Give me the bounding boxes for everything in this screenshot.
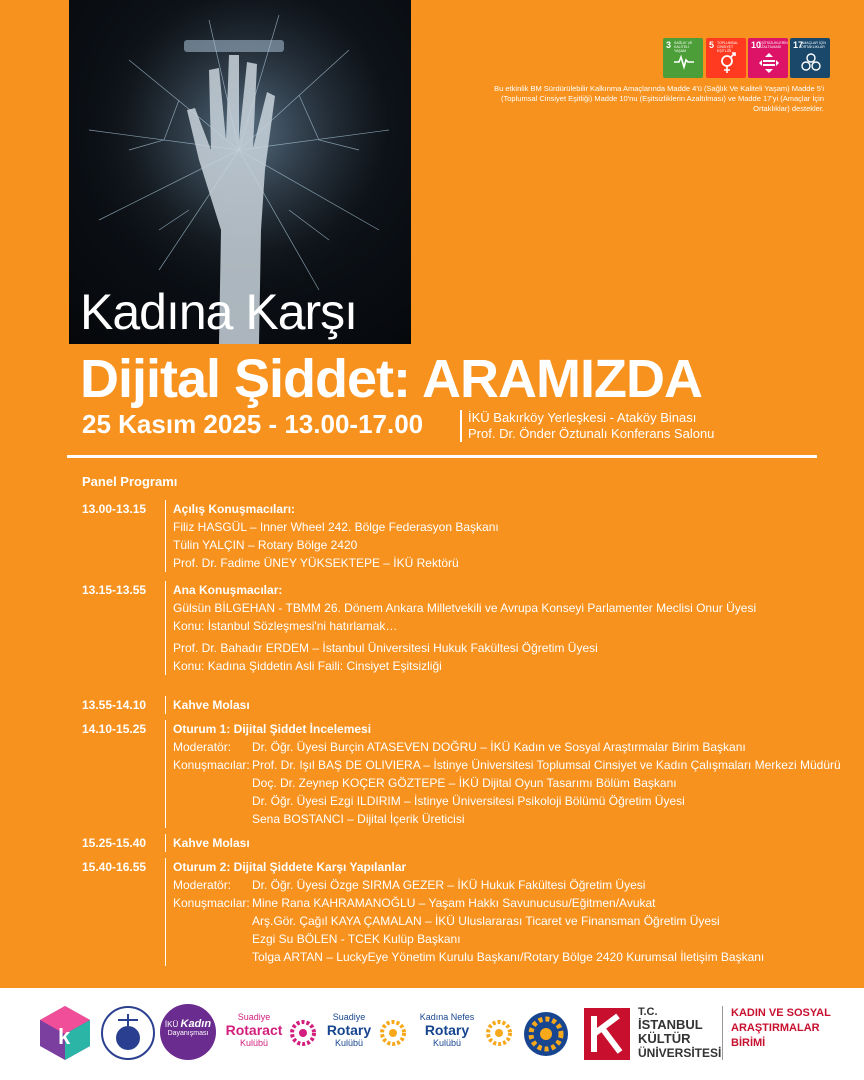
- iku-university-name: [638, 1006, 721, 1060]
- session-time: 13.00-13.15: [82, 502, 147, 516]
- moderator-label: Moderatör:: [173, 878, 232, 892]
- session-time: 14.10-15.25: [82, 722, 147, 736]
- kadin-dayanismasi-logo: [160, 1004, 216, 1060]
- speaker-line: Tülin YALÇIN – Rotary Bölge 2420: [173, 538, 358, 552]
- rotary-wheel-icon: [380, 1020, 406, 1046]
- logo-text: Suadiye: [237, 1012, 271, 1022]
- speaker-line: Dr. Öğr. Üyesi Ezgi ILDIRIM – İstinye Üniversitesi Psikoloji Bölümü Öğretim Üyesi: [252, 794, 685, 808]
- reduced-inequality-icon: [758, 52, 780, 74]
- session-heading: Kahve Molası: [173, 698, 250, 712]
- logo-text: Kulübü: [239, 1038, 269, 1048]
- speaker-line: Doç. Dr. Zeynep KOÇER GÖZTEPE – İKÜ Dijital Oyun Tasarımı Bölüm Başkanı: [252, 776, 677, 790]
- divider: [67, 455, 817, 458]
- heartbeat-icon: [673, 52, 695, 72]
- iku-cube-logo: [36, 1004, 94, 1062]
- sdg-support-note: Bu etkinlik BM Sürdürülebilir Kalkınma Amaçlarında Madde 4'ü (Sağlık Ve Kaliteli Yaşam) Madde 5'i (Toplumsal Cinsiyet Eşitliği) Madde 10'nu (Eşitsizliklerin Azaltılması) ve Madde 17'yi (Amaçlar İçin Ortaklıklar) destekler.: [494, 84, 824, 113]
- logo-text: KÜLTÜR: [638, 1031, 691, 1046]
- logo-text: Rotary: [424, 1022, 470, 1038]
- logo-text: Kulübü: [334, 1038, 364, 1048]
- speaker-line: Ezgi Su BÖLEN - TCEK Kulüp Başkanı: [252, 932, 461, 946]
- session-time: 15.25-15.40: [82, 836, 147, 850]
- program-title: Panel Programı: [82, 474, 178, 489]
- moderator-label: Moderatör:: [173, 740, 232, 754]
- sdg-badge-3: 3 SAĞLIK VE KALİTELİ YAŞAM: [663, 38, 703, 78]
- logo-text: Rotary: [326, 1022, 372, 1038]
- speaker-line: Tolga ARTAN – LuckyEye Yönetim Kurulu Başkanı/Rotary Bölge 2420 Kurumsal İletişim Başkanı: [252, 950, 765, 964]
- speakers-label: Konuşmacılar:: [173, 896, 250, 910]
- partnership-icon: [800, 52, 822, 74]
- session-body: [165, 858, 764, 966]
- inner-wheel-logo: [522, 1010, 570, 1058]
- logo-text: Kulübü: [432, 1038, 462, 1048]
- logo-text: İSTANBUL: [638, 1017, 703, 1032]
- speaker-line: Prof. Dr. Bahadır ERDEM – İstanbul Üniversitesi Hukuk Fakültesi Öğretim Üyesi: [173, 641, 598, 655]
- session-body: [165, 500, 499, 572]
- session-heading: Oturum 2: Dijital Şiddete Karşı Yapılanlar: [173, 860, 407, 874]
- speaker-line: Prof. Dr. Fadime ÜNEY YÜKSEKTEPE – İKÜ Rektörü: [173, 556, 459, 570]
- speaker-line: Sena BOSTANCI – Dijital İçerik Üreticisi: [252, 812, 465, 826]
- logo-text: Dayanışması: [167, 1030, 209, 1037]
- session-time: 13.15-13.55: [82, 583, 147, 597]
- speakers-label: Konuşmacılar:: [173, 758, 250, 772]
- session-body: [165, 696, 250, 714]
- speaker-line: Mine Rana KAHRAMANOĞLU – Yaşam Hakkı Savunucusu/Eğitmen/Avukat: [252, 896, 656, 910]
- sdg-badge-5: 5 TOPLUMSAL CİNSİYET EŞİTLİĞİ: [706, 38, 746, 78]
- moderator-name: Dr. Öğr. Üyesi Özge SIRMA GEZER – İKÜ Hukuk Fakültesi Öğretim Üyesi: [252, 878, 646, 892]
- event-title-line1: Kadına Karşı: [80, 284, 358, 340]
- session-heading: Oturum 1: Dijital Şiddet İncelemesi: [173, 722, 372, 736]
- logo-text: T.C.: [638, 1006, 658, 1018]
- session-body: [165, 581, 756, 675]
- session-body: [165, 834, 250, 852]
- venue-line1: İKÜ Bakırköy Yerleşkesi - Ataköy Binası: [468, 410, 697, 425]
- speaker-line: Gülsün BİLGEHAN - TBMM 26. Dönem Ankara Milletvekili ve Avrupa Konseyi Parlamenter Meclisi Onur Üyesi: [173, 601, 757, 615]
- event-date-time: 25 Kasım 2025 - 13.00-17.00: [82, 409, 424, 439]
- session-time: 13.55-14.10: [82, 698, 147, 712]
- session-time: 15.40-16.55: [82, 860, 147, 874]
- session-heading: Açılış Konuşmacıları:: [173, 502, 296, 516]
- logo-text: ARAŞTIRMALAR: [731, 1022, 820, 1034]
- sponsor-logo-strip: [0, 988, 864, 1080]
- logo-text: İKÜ: [164, 1020, 179, 1029]
- speaker-line: Filiz HASGÜL – Inner Wheel 242. Bölge Federasyon Başkanı: [173, 520, 499, 534]
- logo-text: Kadın: [180, 1018, 212, 1030]
- speaker-line: Prof. Dr. Işıl BAŞ DE OLIVIERA – İstinye Üniversitesi Toplumsal Cinsiyet ve Kadın Çalışmaları Merkezi Müdürü: [252, 758, 841, 772]
- suadiye-rotaract-logo: [218, 1012, 290, 1048]
- session-heading: Ana Konuşmacılar:: [173, 583, 283, 597]
- sdg-badge-10: 10 EŞİTSİZLİKLERİN AZALTILMASI: [748, 38, 788, 78]
- logo-text: BİRİMİ: [731, 1037, 766, 1049]
- moderator-name: Dr. Öğr. Üyesi Burçin ATASEVEN DOĞRU – İKÜ Kadın ve Sosyal Araştırmalar Birim Başkanı: [252, 740, 746, 754]
- logo-text: Suadiye: [332, 1012, 366, 1022]
- sdg-badge-17: 17 AMAÇLAR İÇİN ORTAKLIKLAR: [790, 38, 830, 78]
- rotary-wheel-icon: [290, 1020, 316, 1046]
- rotary-wheel-icon: [486, 1020, 512, 1046]
- kadina-nefes-rotary-logo: [408, 1012, 486, 1048]
- logo-text: ÜNİVERSİTESİ: [638, 1046, 722, 1060]
- event-title-line2: Dijital Şiddet: ARAMIZDA: [80, 349, 702, 409]
- kadin-sosyal-arastirmalar-birimi: [722, 1006, 831, 1060]
- svg-text:k: k: [58, 1024, 71, 1049]
- session-body: [165, 720, 841, 828]
- event-venue: [460, 410, 714, 442]
- logo-text: KADIN VE SOSYAL: [731, 1007, 831, 1019]
- gender-equality-icon: [716, 52, 738, 74]
- venue-line2: Prof. Dr. Önder Öztunalı Konferans Salonu: [468, 426, 715, 441]
- logo-text: Rotaract: [225, 1022, 283, 1038]
- gender-equality-club-logo: [100, 1002, 156, 1064]
- topic-line: Konu: Kadına Şiddetin Asli Faili: Cinsiyet Eşitsizliği: [173, 659, 442, 673]
- session-heading: Kahve Molası: [173, 836, 250, 850]
- logo-text: Kadına Nefes: [419, 1012, 475, 1022]
- topic-line: Konu: İstanbul Sözleşmesi'ni hatırlamak…: [173, 619, 398, 633]
- suadiye-rotary-logo: [318, 1012, 380, 1048]
- iku-university-logo: [582, 1006, 632, 1062]
- speaker-line: Arş.Gör. Çağıl KAYA ÇAMALAN – İKÜ Uluslararası Ticaret ve Finansman Öğretim Üyesi: [252, 914, 720, 928]
